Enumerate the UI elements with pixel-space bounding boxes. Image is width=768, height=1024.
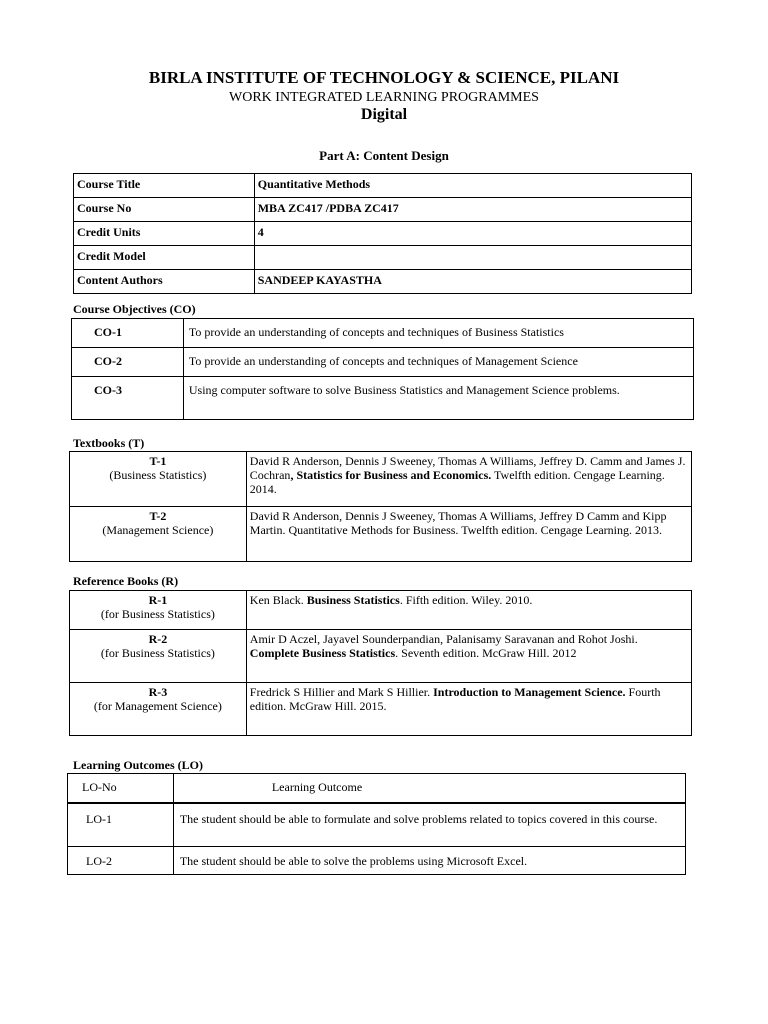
course-value: MBA ZC417 /PDBA ZC417 (254, 198, 691, 222)
part-title: Part A: Content Design (319, 148, 449, 163)
reference-citation (246, 630, 691, 683)
textbook-subject: (Management Science) (102, 523, 214, 537)
table-row (74, 246, 692, 270)
textbooks-heading: Textbooks (T) (73, 436, 145, 450)
course-label: Course No (74, 198, 255, 222)
citation-details: . Fifth edition. Wiley. 2010. (399, 593, 533, 607)
course-label: Credit Units (74, 222, 255, 246)
reference-citation (246, 683, 691, 736)
table-row (68, 847, 686, 875)
table-row (74, 198, 692, 222)
citation-details: Twelfth edition. Cengage Learning. 2014. (249, 468, 665, 496)
textbook-id: T-2 (149, 509, 167, 523)
citation-details: . Seventh edition. McGraw Hill. 2012 (395, 646, 577, 660)
lo-text: The student should be able to solve the problems using Microsoft Excel. (173, 847, 685, 875)
citation-title: , Statistics for Business and Economics. (290, 468, 492, 482)
citation-title: Complete Business Statistics (249, 646, 396, 660)
references-table (69, 590, 692, 736)
reference-subject: (for Business Statistics) (100, 646, 215, 660)
reference-id: R-2 (148, 632, 168, 646)
reference-id-cell (70, 630, 247, 683)
co-id: CO-2 (72, 348, 184, 377)
table-row (70, 683, 692, 736)
reference-id-cell (70, 683, 247, 736)
table-row (68, 803, 686, 847)
outcomes-table (67, 773, 686, 875)
course-value: 4 (254, 222, 691, 246)
reference-id: R-3 (148, 685, 168, 699)
citation-authors: Ken Black. (249, 593, 307, 607)
course-label: Credit Model (74, 246, 255, 270)
reference-subject: (for Business Statistics) (100, 607, 215, 621)
lo-id: LO-1 (68, 803, 174, 847)
lo-id: LO-2 (68, 847, 174, 875)
table-row (68, 774, 686, 804)
mode-title: Digital (360, 106, 408, 123)
reference-id: R-1 (148, 593, 168, 607)
course-label: Course Title (74, 174, 255, 198)
textbooks-table (69, 451, 692, 562)
references-heading: Reference Books (R) (73, 574, 179, 588)
co-id: CO-1 (72, 319, 184, 348)
textbook-citation (246, 452, 691, 507)
textbook-id-cell (70, 507, 247, 562)
table-row (70, 507, 692, 562)
textbook-id-cell (70, 452, 247, 507)
co-text: To provide an understanding of concepts and techniques of Management Science (183, 348, 693, 377)
course-value: SANDEEP KAYASTHA (254, 270, 691, 294)
table-row (70, 591, 692, 630)
textbook-subject: (Business Statistics) (109, 468, 207, 482)
programme-title: WORK INTEGRATED LEARNING PROGRAMMES (229, 90, 539, 105)
course-value: Quantitative Methods (254, 174, 691, 198)
institute-title: BIRLA INSTITUTE OF TECHNOLOGY & SCIENCE, PILANI (148, 68, 620, 87)
citation-authors: David R Anderson, Dennis J Sweeney, Thomas A Williams, Jeffrey D Camm and Kipp Martin. Quantitative Methods for Business. Twelfth edition. Cengage Learning. 2013. (249, 509, 667, 537)
table-row (72, 319, 694, 348)
table-row (74, 222, 692, 246)
lo-text: The student should be able to formulate and solve problems related to topics covered in this course. (173, 803, 685, 847)
reference-id-cell (70, 591, 247, 630)
citation-title: Introduction to Management Science. (433, 685, 626, 699)
table-row (70, 630, 692, 683)
course-label: Content Authors (74, 270, 255, 294)
table-row (72, 377, 694, 420)
citation-title: Business Statistics (306, 593, 400, 607)
co-text: To provide an understanding of concepts and techniques of Business Statistics (183, 319, 693, 348)
outcomes-col-header: Learning Outcome (173, 774, 685, 804)
outcomes-heading: Learning Outcomes (LO) (73, 758, 203, 772)
table-row (70, 452, 692, 507)
objectives-table (71, 318, 694, 420)
citation-authors: Fredrick S Hillier and Mark S Hillier. (249, 685, 434, 699)
co-text: Using computer software to solve Business Statistics and Management Science problems. (183, 377, 693, 420)
table-row (74, 270, 692, 294)
citation-details: Fourth edition. McGraw Hill. 2015. (249, 685, 661, 713)
reference-citation (246, 591, 691, 630)
reference-subject: (for Management Science) (93, 699, 222, 713)
table-row (74, 174, 692, 198)
citation-authors: Amir D Aczel, Jayavel Sounderpandian, Palanisamy Saravanan and Rohot Joshi. (249, 632, 638, 646)
textbook-citation (246, 507, 691, 562)
objectives-heading: Course Objectives (CO) (73, 302, 196, 316)
outcomes-col-header: LO-No (68, 774, 174, 804)
textbook-id: T-1 (149, 454, 167, 468)
citation-authors: David R Anderson, Dennis J Sweeney, Thomas A Williams, Jeffrey D. Camm and James J. Cochran (249, 454, 686, 482)
course-info-table (73, 173, 692, 294)
course-value (254, 246, 691, 270)
table-row (72, 348, 694, 377)
co-id: CO-3 (72, 377, 184, 420)
